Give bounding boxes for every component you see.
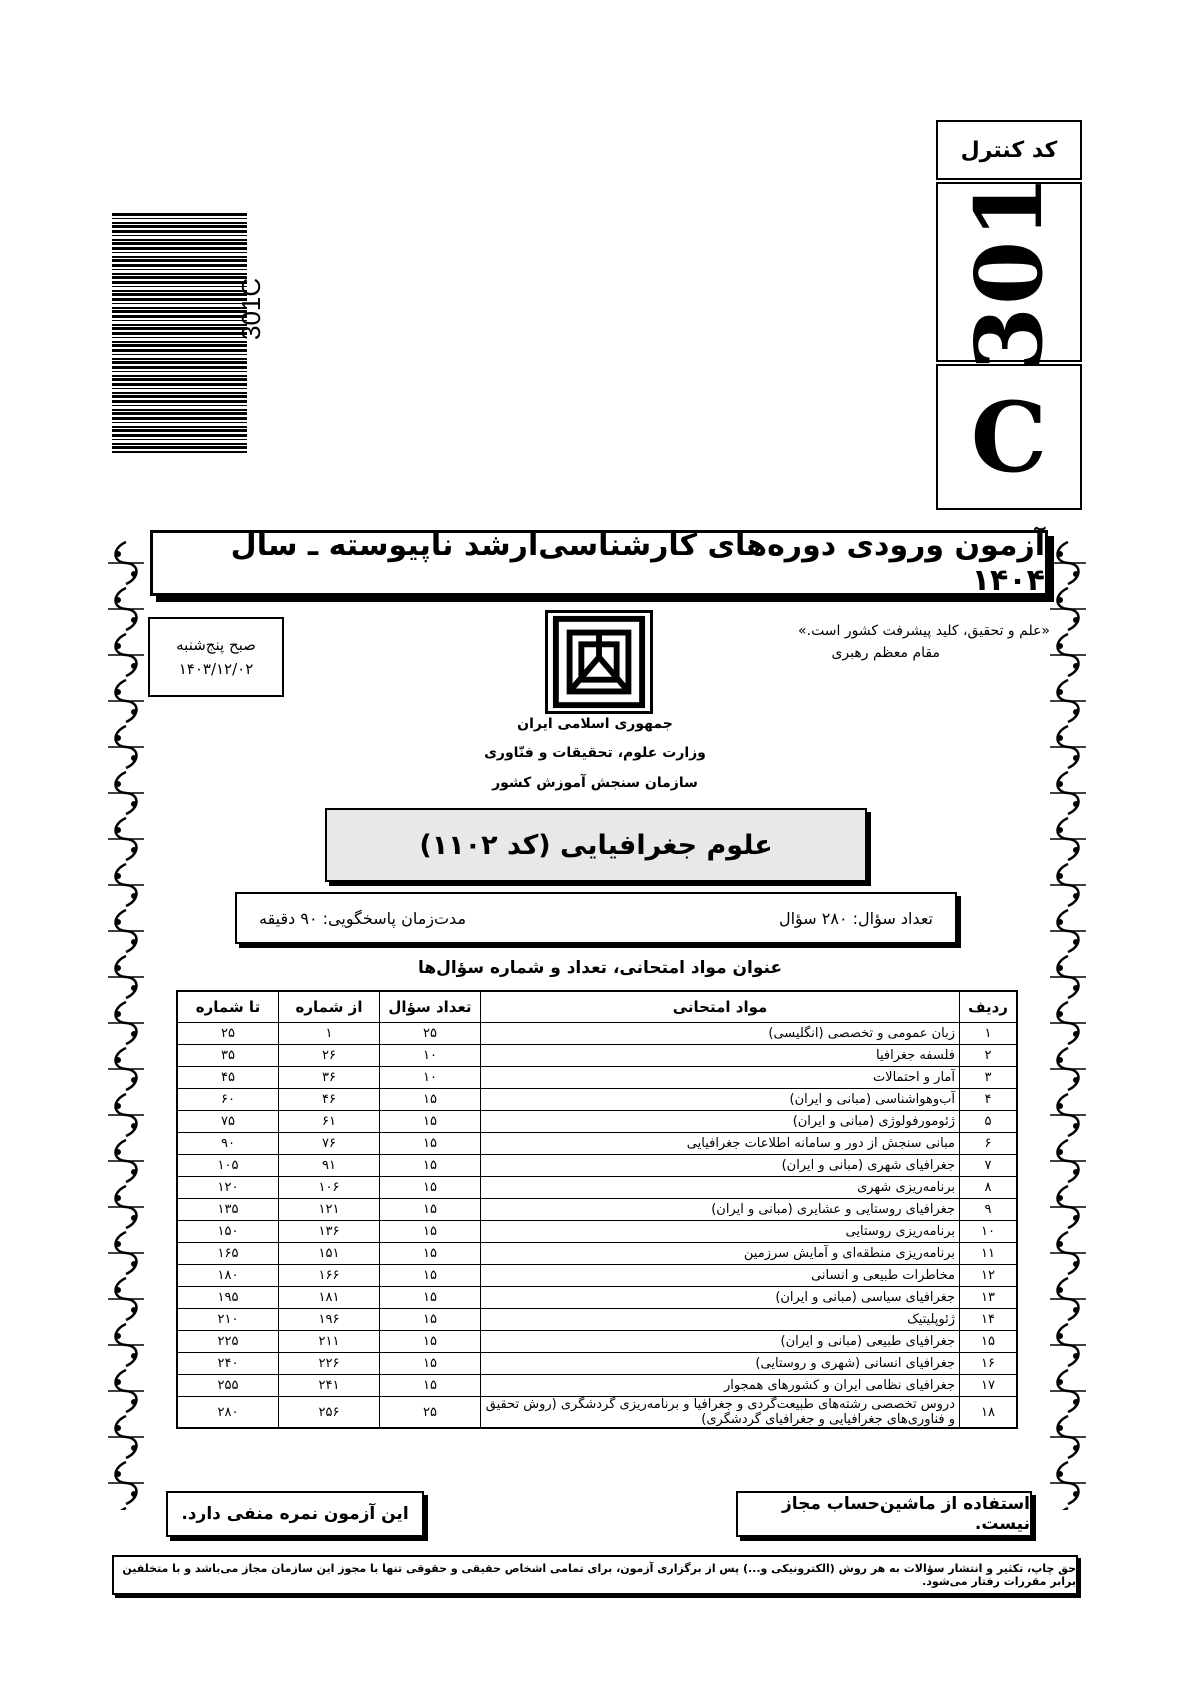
row-count: ۲۵ xyxy=(380,1397,481,1429)
quote-block xyxy=(700,620,1050,665)
table-title: عنوان مواد امتحانی، تعداد و شماره سؤال‌ها xyxy=(417,958,783,978)
row-subject: جغرافیای روستایی و عشایری (مبانی و ایران) xyxy=(481,1199,960,1221)
row-from: ۷۶ xyxy=(279,1133,380,1155)
table-header-row xyxy=(177,991,1017,1023)
control-code-label: کد کنترل xyxy=(936,120,1082,180)
row-from: ۹۱ xyxy=(279,1155,380,1177)
row-to: ۱۳۵ xyxy=(177,1199,279,1221)
header-subject: مواد امتحانی xyxy=(481,991,960,1023)
row-number: ۴ xyxy=(960,1089,1018,1111)
row-to: ۱۸۰ xyxy=(177,1265,279,1287)
row-number: ۱۸ xyxy=(960,1397,1018,1429)
table-row xyxy=(177,1265,1017,1287)
row-count: ۱۵ xyxy=(380,1177,481,1199)
subject-title: علوم جغرافیایی (کد ۱۱۰۲) xyxy=(325,808,867,882)
right-ornament-border xyxy=(1046,540,1090,1510)
row-from: ۱۳۶ xyxy=(279,1221,380,1243)
table-row xyxy=(177,1199,1017,1221)
table-row xyxy=(177,1089,1017,1111)
barcode-text: 301C xyxy=(236,277,266,340)
question-count: تعداد سؤال: ۲۸۰ سؤال xyxy=(778,908,933,928)
table-row xyxy=(177,1353,1017,1375)
row-from: ۲۱۱ xyxy=(279,1331,380,1353)
row-count: ۱۵ xyxy=(380,1331,481,1353)
control-code-box xyxy=(936,172,1082,372)
row-count: ۱۵ xyxy=(380,1221,481,1243)
row-count: ۱۵ xyxy=(380,1089,481,1111)
row-to: ۱۲۰ xyxy=(177,1177,279,1199)
table-row xyxy=(177,1397,1017,1429)
header-to: تا شماره xyxy=(177,991,279,1023)
header-row-number: ردیف xyxy=(960,991,1018,1023)
row-subject: دروس تخصصی رشته‌های طبیعت‌گردی و جغرافیا و برنامه‌ریزی گردشگری (روش تحقیق و فناوری‌های جغرافیایی و جغرافیای گردشگری) xyxy=(481,1397,960,1429)
table-row xyxy=(177,1221,1017,1243)
table-row xyxy=(177,1309,1017,1331)
row-to: ۴۵ xyxy=(177,1067,279,1089)
row-number: ۱۶ xyxy=(960,1353,1018,1375)
row-subject: جغرافیای سیاسی (مبانی و ایران) xyxy=(481,1287,960,1309)
row-number: ۱ xyxy=(960,1023,1018,1045)
row-from: ۲۲۶ xyxy=(279,1353,380,1375)
row-subject: برنامه‌ریزی شهری xyxy=(481,1177,960,1199)
row-count: ۲۵ xyxy=(380,1023,481,1045)
quote-text: «علم و تحقیق، کلید پیشرفت کشور است.» xyxy=(798,623,1050,639)
row-subject: جغرافیای انسانی (شهری و روستایی) xyxy=(481,1353,960,1375)
row-number: ۱۳ xyxy=(960,1287,1018,1309)
row-count: ۱۵ xyxy=(380,1309,481,1331)
row-to: ۷۵ xyxy=(177,1111,279,1133)
row-to: ۱۶۵ xyxy=(177,1243,279,1265)
org-agency: سازمان سنجش آموزش کشور xyxy=(492,774,698,791)
row-to: ۲۸۰ xyxy=(177,1397,279,1429)
exam-date-box xyxy=(148,617,284,697)
copyright-notice: حق چاپ، تکثیر و انتشار سؤالات به هر روش (الکترونیکی و...) پس از برگزاری آزمون، برای تمامی اشخاص حقیقی و حقوقی تنها با مجوز این سازمان مجاز می‌باشد و با متخلفین برابر مقررات رفتار می‌شود. xyxy=(112,1555,1078,1595)
row-from: ۴۶ xyxy=(279,1089,380,1111)
row-count: ۱۵ xyxy=(380,1265,481,1287)
row-number: ۱۴ xyxy=(960,1309,1018,1331)
row-from: ۲۴۱ xyxy=(279,1375,380,1397)
row-number: ۹ xyxy=(960,1199,1018,1221)
row-subject: آمار و احتمالات xyxy=(481,1067,960,1089)
subjects-table xyxy=(176,990,1018,1429)
table-row xyxy=(177,1023,1017,1045)
row-count: ۱۵ xyxy=(380,1353,481,1375)
header-from: از شماره xyxy=(279,991,380,1023)
row-number: ۵ xyxy=(960,1111,1018,1133)
org-country: جمهوری اسلامی ایران xyxy=(517,716,673,732)
row-subject: ژئومورفولوژی (مبانی و ایران) xyxy=(481,1111,960,1133)
row-number: ۱۰ xyxy=(960,1221,1018,1243)
exam-duration: مدت‌زمان پاسخگویی: ۹۰ دقیقه xyxy=(259,908,467,928)
calculator-note: استفاده از ماشین‌حساب مجاز نیست. xyxy=(736,1491,1032,1537)
row-from: ۶۱ xyxy=(279,1111,380,1133)
quote-author: مقام معظم رهبری xyxy=(831,645,940,662)
row-count: ۱۰ xyxy=(380,1045,481,1067)
row-from: ۲۶ xyxy=(279,1045,380,1067)
row-count: ۱۵ xyxy=(380,1111,481,1133)
table-row xyxy=(177,1133,1017,1155)
row-subject: آب‌وهواشناسی (مبانی و ایران) xyxy=(481,1089,960,1111)
table-row xyxy=(177,1331,1017,1353)
row-from: ۲۵۶ xyxy=(279,1397,380,1429)
row-to: ۱۰۵ xyxy=(177,1155,279,1177)
control-code: 301 xyxy=(955,172,1064,372)
header-count: تعداد سؤال xyxy=(380,991,481,1023)
table-row xyxy=(177,1045,1017,1067)
exam-info-bar xyxy=(235,892,957,944)
row-to: ۱۵۰ xyxy=(177,1221,279,1243)
row-subject: زبان عمومی و تخصصی (انگلیسی) xyxy=(481,1023,960,1045)
table-row xyxy=(177,1243,1017,1265)
row-to: ۱۹۵ xyxy=(177,1287,279,1309)
row-subject: برنامه‌ریزی منطقه‌ای و آمایش سرزمین xyxy=(481,1243,960,1265)
exam-day: صبح پنج‌شنبه xyxy=(176,636,256,654)
row-from: ۱۲۱ xyxy=(279,1199,380,1221)
row-count: ۱۵ xyxy=(380,1199,481,1221)
row-number: ۶ xyxy=(960,1133,1018,1155)
barcode xyxy=(112,213,247,453)
row-number: ۳ xyxy=(960,1067,1018,1089)
row-subject: ژئوپلیتیک xyxy=(481,1309,960,1331)
organization-block xyxy=(420,710,770,798)
row-count: ۱۵ xyxy=(380,1375,481,1397)
left-ornament-border xyxy=(104,540,148,1510)
row-to: ۲۲۵ xyxy=(177,1331,279,1353)
row-to: ۲۴۰ xyxy=(177,1353,279,1375)
table-row xyxy=(177,1155,1017,1177)
table-row xyxy=(177,1177,1017,1199)
row-count: ۱۰ xyxy=(380,1067,481,1089)
row-number: ۲ xyxy=(960,1045,1018,1067)
row-subject: مبانی سنجش از دور و سامانه اطلاعات جغرافیایی xyxy=(481,1133,960,1155)
row-number: ۱۲ xyxy=(960,1265,1018,1287)
table-row xyxy=(177,1111,1017,1133)
booklet-letter: C xyxy=(936,364,1082,510)
row-to: ۲۵۵ xyxy=(177,1375,279,1397)
row-to: ۳۵ xyxy=(177,1045,279,1067)
table-row xyxy=(177,1067,1017,1089)
row-from: ۱ xyxy=(279,1023,380,1045)
row-count: ۱۵ xyxy=(380,1155,481,1177)
row-subject: جغرافیای طبیعی (مبانی و ایران) xyxy=(481,1331,960,1353)
row-count: ۱۵ xyxy=(380,1287,481,1309)
negative-marking-note: این آزمون نمره منفی دارد. xyxy=(166,1491,424,1537)
row-subject: برنامه‌ریزی روستایی xyxy=(481,1221,960,1243)
row-to: ۲۱۰ xyxy=(177,1309,279,1331)
row-from: ۱۹۶ xyxy=(279,1309,380,1331)
exam-date: ۱۴۰۳/۱۲/۰۲ xyxy=(178,660,254,678)
row-from: ۱۵۱ xyxy=(279,1243,380,1265)
exam-title: آزمون ورودی دوره‌های کارشناسی‌ارشد ناپیوسته ـ سال ۱۴۰۴ xyxy=(150,530,1048,596)
row-number: ۱۱ xyxy=(960,1243,1018,1265)
org-ministry: وزارت علوم، تحقیقات و فنّاوری xyxy=(484,745,706,762)
row-subject: جغرافیای شهری (مبانی و ایران) xyxy=(481,1155,960,1177)
row-from: ۳۶ xyxy=(279,1067,380,1089)
row-subject: مخاطرات طبیعی و انسانی xyxy=(481,1265,960,1287)
table-row xyxy=(177,1375,1017,1397)
row-to: ۲۵ xyxy=(177,1023,279,1045)
row-from: ۱۸۱ xyxy=(279,1287,380,1309)
row-to: ۹۰ xyxy=(177,1133,279,1155)
row-from: ۱۰۶ xyxy=(279,1177,380,1199)
organization-logo xyxy=(545,610,653,714)
row-subject: جغرافیای نظامی ایران و کشورهای همجوار xyxy=(481,1375,960,1397)
row-from: ۱۶۶ xyxy=(279,1265,380,1287)
row-number: ۷ xyxy=(960,1155,1018,1177)
row-count: ۱۵ xyxy=(380,1133,481,1155)
table-row xyxy=(177,1287,1017,1309)
row-subject: فلسفه جغرافیا xyxy=(481,1045,960,1067)
row-count: ۱۵ xyxy=(380,1243,481,1265)
row-number: ۱۷ xyxy=(960,1375,1018,1397)
row-number: ۱۵ xyxy=(960,1331,1018,1353)
row-to: ۶۰ xyxy=(177,1089,279,1111)
row-number: ۸ xyxy=(960,1177,1018,1199)
